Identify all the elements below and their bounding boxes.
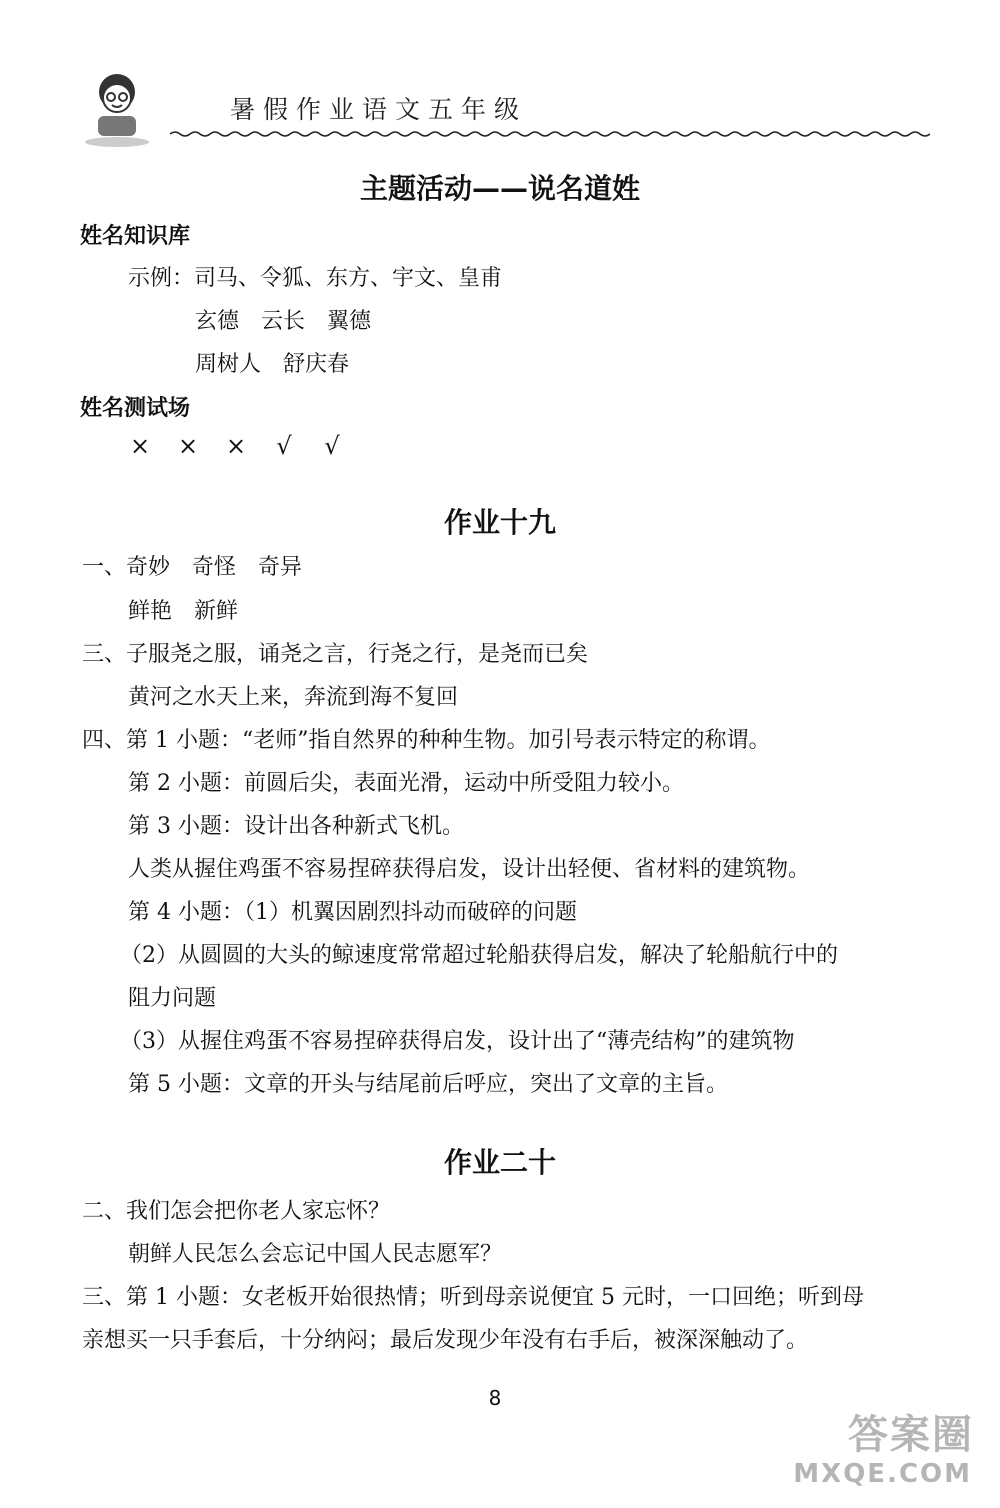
answer-line: 黄河之水天上来，奔流到海不复回 bbox=[128, 685, 459, 710]
answer-line: 三、第 1 小题：女老板开始很热情；听到母亲说便宜 5 元时，一口回绝；听到母 bbox=[82, 1285, 864, 1310]
page-header bbox=[70, 60, 930, 150]
knowledge-line: 示例：司马、令狐、东方、宇文、皇甫 bbox=[128, 266, 503, 291]
test-heading: 姓名测试场 bbox=[80, 396, 191, 421]
cartoon-student-icon bbox=[82, 70, 152, 148]
answer-line: 二、我们怎会把你老人家忘怀？ bbox=[82, 1199, 391, 1224]
answer-line: 第 3 小题：设计出各种新式飞机。 bbox=[128, 814, 464, 839]
header-title: 暑假作业语文五年级 bbox=[230, 95, 528, 124]
answer-line: 阻力问题 bbox=[128, 986, 217, 1011]
answer-line: 第 5 小题：文章的开头与结尾前后呼应，突出了文章的主旨。 bbox=[128, 1072, 728, 1097]
answer-line: 人类从握住鸡蛋不容易捏碎获得启发，设计出轻便、省材料的建筑物。 bbox=[128, 857, 811, 882]
check-mark: √ bbox=[324, 432, 340, 460]
cross-mark: × bbox=[225, 432, 247, 460]
answer-line: 鲜艳 新鲜 bbox=[128, 599, 239, 624]
cross-mark: × bbox=[177, 432, 199, 460]
knowledge-line: 玄德 云长 翼德 bbox=[195, 309, 372, 334]
answer-line: （3）从握住鸡蛋不容易捏碎获得启发，设计出了“薄壳结构”的建筑物 bbox=[120, 1029, 795, 1054]
page-number: 8 bbox=[488, 1386, 502, 1410]
answer-line: 四、第 1 小题：“老师”指自然界的种种生物。加引号表示特定的称谓。 bbox=[82, 728, 771, 753]
watermark-logo bbox=[793, 1403, 978, 1498]
watermark-text: 答案圈 bbox=[848, 1412, 974, 1458]
hw19-title: 作业十九 bbox=[443, 506, 556, 539]
answer-line: 一、奇妙 奇怪 奇异 bbox=[82, 555, 303, 580]
header-wavy-rule bbox=[170, 130, 930, 138]
answer-line: 第 2 小题：前圆后尖，表面光滑，运动中所受阻力较小。 bbox=[128, 771, 684, 796]
answer-line: 朝鲜人民怎么会忘记中国人民志愿军？ bbox=[128, 1242, 503, 1267]
check-mark: √ bbox=[276, 432, 292, 460]
answer-line: 三、子服尧之服，诵尧之言，行尧之行，是尧而已矣 bbox=[82, 642, 589, 667]
true-false-marks bbox=[116, 432, 356, 460]
hw20-title: 作业二十 bbox=[443, 1146, 556, 1179]
knowledge-heading: 姓名知识库 bbox=[80, 224, 191, 249]
theme-title: 主题活动——说名道姓 bbox=[359, 172, 640, 205]
watermark-domain: MXQE.COM bbox=[793, 1459, 972, 1489]
cross-mark: × bbox=[129, 432, 151, 460]
answer-line: 第 4 小题：（1）机翼因剧烈抖动而破碎的问题 bbox=[128, 900, 577, 925]
knowledge-line: 周树人 舒庆春 bbox=[195, 352, 350, 377]
answer-line: （2）从圆圆的大头的鲸速度常常超过轮船获得启发，解决了轮船航行中的 bbox=[120, 943, 838, 968]
answer-line: 亲想买一只手套后，十分纳闷；最后发现少年没有右手后，被深深触动了。 bbox=[82, 1328, 809, 1353]
